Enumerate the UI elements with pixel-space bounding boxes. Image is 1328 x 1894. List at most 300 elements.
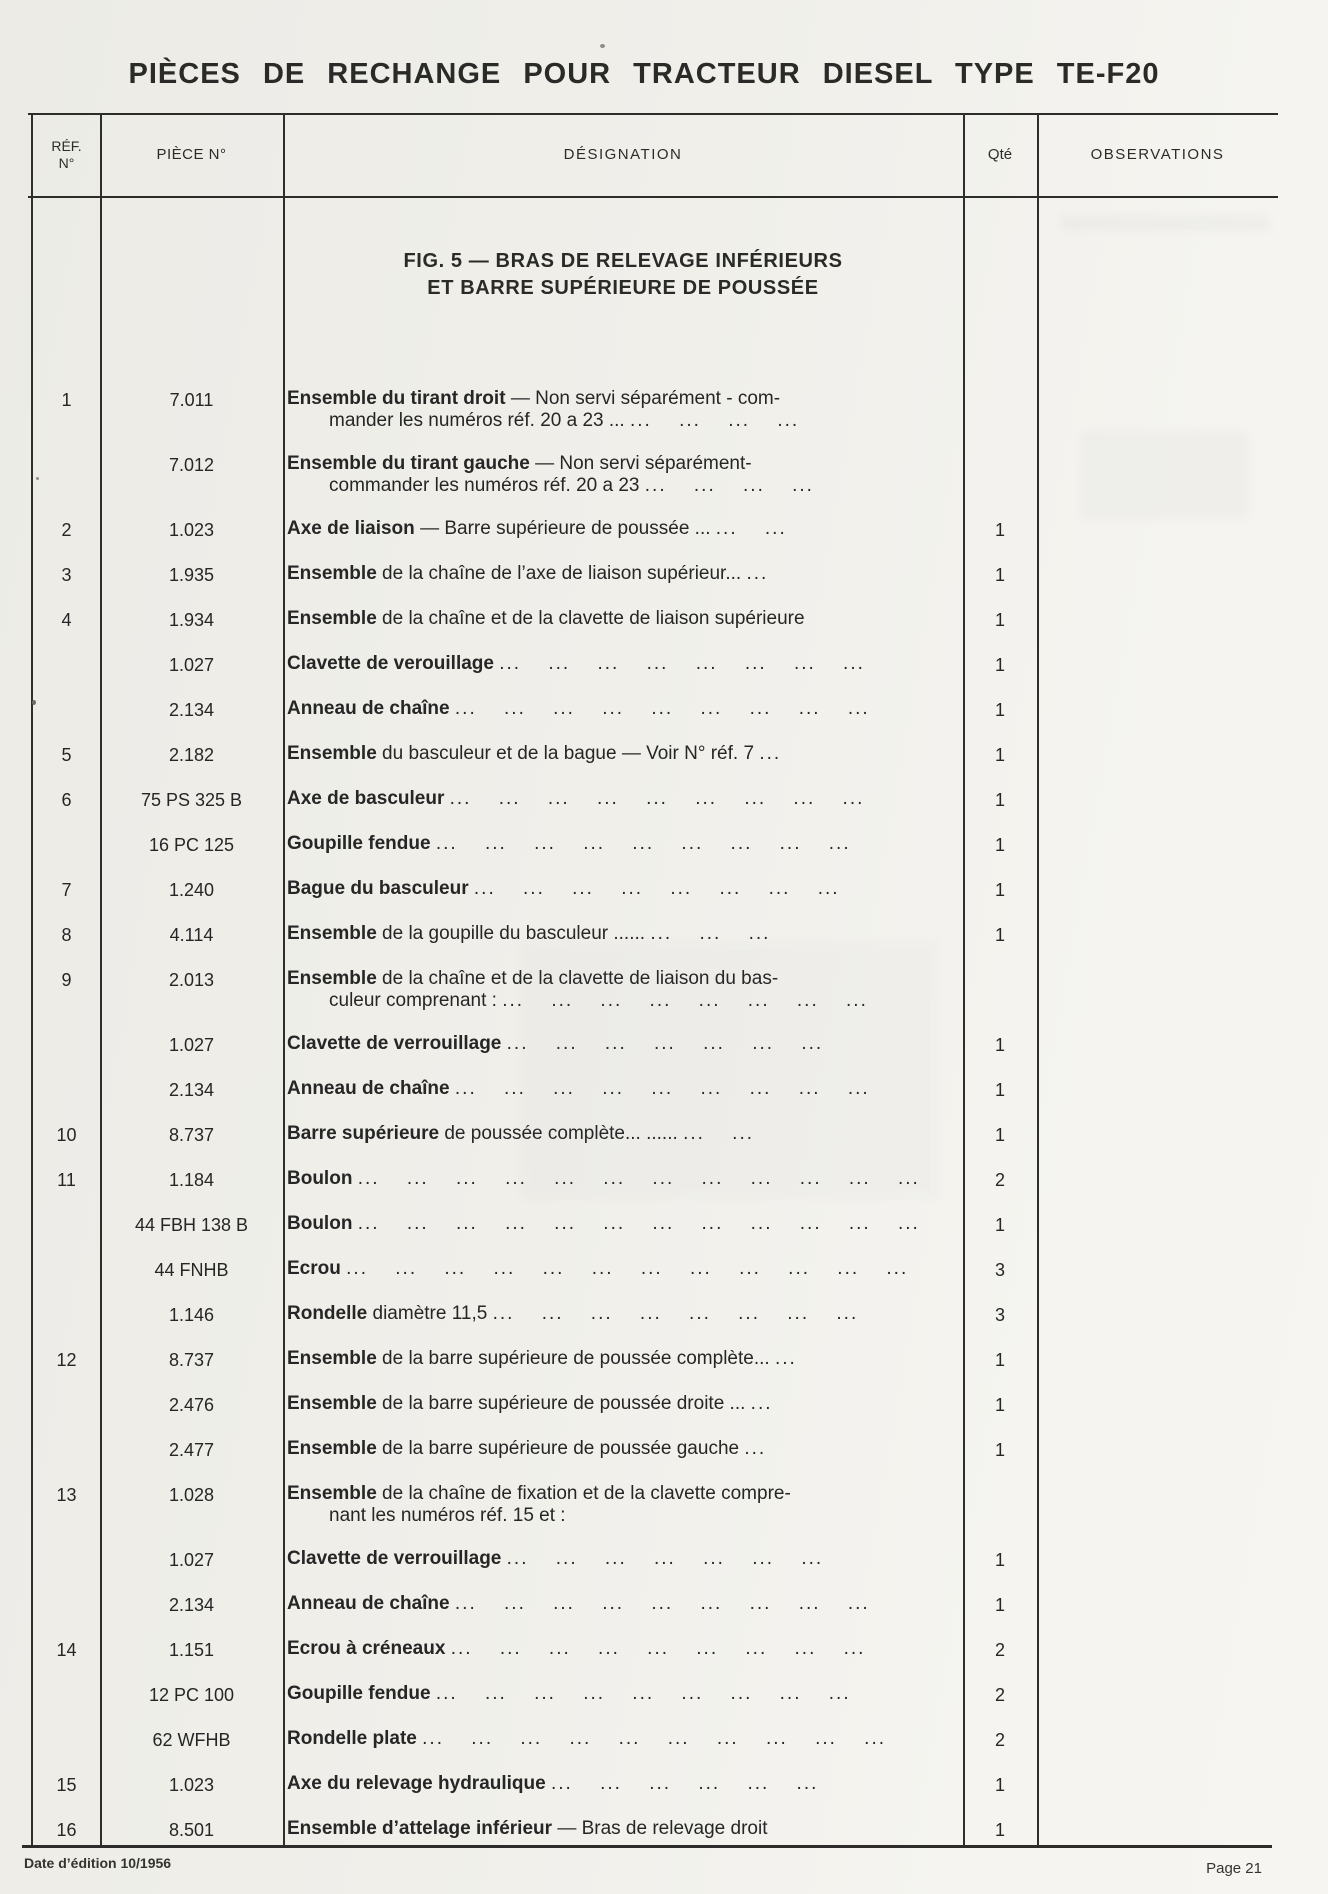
- designation-regular-text: — Bras de relevage droit: [557, 1818, 768, 1839]
- ref-cell: 3: [61, 565, 72, 585]
- leader-dots: ... ... ... ... ... ... ... ...: [473, 878, 840, 899]
- leader-dots: ... ... ... ... ... ... ... ... ...: [450, 1638, 866, 1659]
- designation-cell: [283, 1593, 963, 1616]
- ref-cell: 11: [57, 1170, 76, 1190]
- piece-number-cell: 44 FNHB: [154, 1260, 229, 1280]
- designation-line1: [287, 1213, 953, 1235]
- ref-cell: [33, 1033, 100, 1056]
- designation-regular-text: — Non servi séparément-: [535, 453, 752, 474]
- designation-bold-text: Ensemble: [287, 968, 377, 989]
- qty-cell: 1: [994, 610, 1005, 630]
- leader-dots: ... ... ... ... ... ... ... ... ...: [435, 833, 851, 854]
- designation-line1: [287, 1348, 953, 1370]
- observations-cell: [1037, 1213, 1278, 1236]
- observations-cell: [1037, 388, 1278, 432]
- qty-cell: 1: [994, 925, 1005, 945]
- designation-bold-text: Goupille fendue: [287, 1683, 431, 1704]
- ref-cell: 15: [56, 1775, 77, 1795]
- qty-cell: [963, 1483, 1037, 1527]
- observations-cell: [1037, 1483, 1278, 1527]
- leader-dots: ... ... ... ... ... ... ... ... ... ...: [422, 1728, 887, 1749]
- leader-dots: ... ... ... ... ... ... ... ... ... ... ... ...: [357, 1168, 920, 1189]
- qty-cell: [963, 453, 1037, 497]
- column-header-ref-line1: RÉF.: [51, 137, 82, 154]
- leader-dots: ... ... ... ... ... ... ...: [506, 1548, 824, 1569]
- designation-bold-text: Bague du basculeur: [287, 878, 469, 899]
- piece-number-cell: 1.146: [168, 1305, 215, 1325]
- leader-dots: ... ... ... ... ... ... ... ...: [502, 990, 868, 1011]
- designation-cell: [283, 1818, 963, 1841]
- designation-cell: [283, 1728, 963, 1751]
- leader-dots: ... ... ... ... ... ... ... ...: [499, 653, 865, 674]
- piece-number-cell: 2.134: [168, 700, 215, 720]
- observations-cell: [1037, 743, 1278, 766]
- designation-qty-divider: [963, 113, 965, 1845]
- observations-cell: [1037, 788, 1278, 811]
- piece-number-cell: 2.134: [168, 1595, 215, 1615]
- leader-dots: ... ... ...: [650, 923, 771, 944]
- table-row: [33, 1438, 1278, 1461]
- piece-number-cell: 44 FBH 138 B: [134, 1215, 249, 1235]
- piece-number-cell: 1.151: [168, 1640, 215, 1660]
- designation-line1: [287, 653, 953, 675]
- table-row: [33, 1303, 1278, 1326]
- designation-cell: [283, 1483, 963, 1527]
- designation-cell: [283, 698, 963, 721]
- observations-cell: [1037, 518, 1278, 541]
- leader-dots: ... ... ... ... ... ... ... ... ...: [449, 788, 865, 809]
- table-left-border: [31, 113, 33, 1845]
- designation-bold-text: Clavette de verrouillage: [287, 1548, 502, 1569]
- designation-cell: [283, 388, 963, 432]
- observations-cell: [1037, 1123, 1278, 1146]
- ref-cell: 9: [61, 970, 72, 990]
- piece-number-cell: 1.028: [168, 1485, 215, 1505]
- designation-bold-text: Axe de basculeur: [287, 788, 445, 809]
- piece-designation-divider: [283, 113, 285, 1845]
- scan-artifact: [600, 44, 605, 48]
- ref-cell: [33, 1548, 100, 1571]
- designation-bold-text: Clavette de verouillage: [287, 653, 494, 674]
- qty-cell: 2: [994, 1640, 1005, 1660]
- qty-cell: 1: [994, 790, 1005, 810]
- leader-dots: ... ... ... ... ... ... ... ... ...: [454, 1593, 870, 1614]
- designation-bold-text: Axe de liaison: [287, 518, 415, 539]
- ref-cell: 10: [56, 1125, 77, 1145]
- designation-line1: [287, 1638, 953, 1660]
- table-row: [33, 788, 1278, 811]
- designation-cell: [283, 653, 963, 676]
- designation-regular-text: de la chaîne de fixation et de la clavette compre-: [382, 1483, 791, 1504]
- observations-cell: [1037, 653, 1278, 676]
- piece-number-cell: 8.737: [168, 1125, 215, 1145]
- observations-cell: [1037, 1348, 1278, 1371]
- leader-dots: ...: [750, 1393, 773, 1414]
- designation-line1: [287, 608, 953, 630]
- leader-dots: ... ... ... ... ... ...: [550, 1773, 819, 1794]
- qty-cell: 1: [994, 1395, 1005, 1415]
- qty-cell: 1: [994, 1080, 1005, 1100]
- qty-cell: 1: [994, 880, 1005, 900]
- designation-regular-text: de la goupille du basculeur ......: [382, 923, 646, 944]
- qty-cell: 1: [994, 700, 1005, 720]
- ref-cell: [33, 1078, 100, 1101]
- designation-line1: [287, 1548, 953, 1570]
- qty-cell: 1: [994, 1820, 1005, 1840]
- ref-cell: 16: [56, 1820, 77, 1840]
- piece-number-cell: 1.240: [168, 880, 215, 900]
- table-row: [33, 1818, 1278, 1841]
- ref-cell: [33, 698, 100, 721]
- leader-dots: ... ... ... ... ... ... ...: [506, 1033, 824, 1054]
- designation-cell: [283, 1438, 963, 1461]
- table-row: [33, 518, 1278, 541]
- leader-dots: ... ... ... ... ... ... ... ...: [492, 1303, 859, 1324]
- qty-cell: 2: [994, 1170, 1005, 1190]
- qty-cell: 2: [994, 1730, 1005, 1750]
- designation-line1: [287, 1438, 953, 1460]
- leader-dots: ... ... ... ...: [630, 410, 800, 431]
- designation-bold-text: Ensemble d’attelage inférieur: [287, 1818, 553, 1839]
- designation-cell: [283, 1638, 963, 1661]
- table-row: [33, 1548, 1278, 1571]
- observations-cell: [1037, 1168, 1278, 1191]
- table-row: [33, 878, 1278, 901]
- designation-line1: [287, 1773, 953, 1795]
- designation-line1: [287, 1593, 953, 1615]
- designation-cell: [283, 833, 963, 856]
- leader-dots: ... ... ... ...: [644, 475, 814, 496]
- column-header-qty: Qté: [987, 146, 1013, 163]
- piece-number-cell: 1.934: [168, 610, 215, 630]
- leader-dots: ... ...: [715, 518, 787, 539]
- designation-line1: [287, 1728, 953, 1750]
- observations-cell: [1037, 1258, 1278, 1281]
- qty-cell: 1: [994, 1440, 1005, 1460]
- designation-cell: [283, 563, 963, 586]
- designation-bold-text: Ensemble: [287, 608, 377, 629]
- table-row: [33, 563, 1278, 586]
- designation-bold-text: Boulon: [287, 1213, 353, 1234]
- designation-line1: [287, 1393, 953, 1415]
- piece-number-cell: 4.114: [169, 925, 214, 945]
- piece-number-cell: 1.935: [168, 565, 215, 585]
- leader-dots: ...: [746, 563, 769, 584]
- designation-cell: [283, 1773, 963, 1796]
- designation-regular-text: de la barre supérieure de poussée gauche: [382, 1438, 740, 1459]
- ref-cell: [33, 1393, 100, 1416]
- designation-bold-text: Ensemble: [287, 1393, 377, 1414]
- leader-dots: ... ... ... ... ... ... ... ... ...: [435, 1683, 851, 1704]
- qty-cell: 1: [994, 1595, 1005, 1615]
- ref-cell: 13: [56, 1485, 77, 1505]
- designation-bold-text: Anneau de chaîne: [287, 1593, 450, 1614]
- designation-bold-text: Clavette de verrouillage: [287, 1033, 502, 1054]
- designation-line2: [287, 410, 953, 432]
- piece-number-cell: 1.027: [168, 1035, 215, 1055]
- table-row: [33, 1638, 1278, 1661]
- scan-artifact: [36, 477, 39, 480]
- figure-section-title-line2: ET BARRE SUPÉRIEURE DE POUSSÉE: [427, 277, 819, 299]
- qty-cell: 1: [994, 1350, 1005, 1370]
- designation-cell: [283, 788, 963, 811]
- designation-line2: [287, 1505, 953, 1527]
- designation-line1: [287, 453, 953, 475]
- ref-cell: 8: [61, 925, 72, 945]
- designation-line1: [287, 1483, 953, 1505]
- observations-cell: [1037, 1683, 1278, 1706]
- leader-dots: ...: [759, 743, 782, 764]
- table-row: [33, 1483, 1278, 1527]
- ref-cell: 5: [61, 745, 72, 765]
- observations-cell: [1037, 923, 1278, 946]
- designation-bold-text: Anneau de chaîne: [287, 698, 450, 719]
- piece-number-cell: 1.027: [168, 655, 215, 675]
- piece-number-cell: 8.737: [168, 1350, 215, 1370]
- ref-cell: 1: [61, 390, 72, 410]
- table-row: [33, 653, 1278, 676]
- designation-continuation-text: nant les numéros réf. 15 et :: [329, 1505, 566, 1526]
- designation-line1: [287, 1258, 953, 1280]
- piece-number-cell: 62 WFHB: [152, 1730, 231, 1750]
- designation-bold-text: Ecrou à créneaux: [287, 1638, 446, 1659]
- piece-number-cell: 2.013: [168, 970, 215, 990]
- designation-line1: [287, 833, 953, 855]
- designation-regular-text: — Non servi séparément - com-: [510, 388, 781, 409]
- designation-continuation-text: mander les numéros réf. 20 a 23 ...: [329, 410, 625, 431]
- designation-bold-text: Barre supérieure: [287, 1123, 440, 1144]
- observations-cell: [1037, 1438, 1278, 1461]
- observations-cell: [1037, 878, 1278, 901]
- table-row: [33, 1683, 1278, 1706]
- observations-cell: [1037, 608, 1278, 631]
- ref-cell: [33, 833, 100, 856]
- qty-cell: [963, 388, 1037, 432]
- designation-cell: [283, 1683, 963, 1706]
- observations-cell: [1037, 698, 1278, 721]
- designation-regular-text: du basculeur et de la bague — Voir N° réf. 7: [382, 743, 755, 764]
- observations-cell: [1037, 1033, 1278, 1056]
- designation-regular-text: — Barre supérieure de poussée ...: [420, 518, 711, 539]
- ref-cell: 4: [61, 610, 72, 630]
- figure-section-title: [283, 248, 963, 302]
- ref-cell: [33, 1683, 100, 1706]
- figure-section-title-line1: FIG. 5 — BRAS DE RELEVAGE INFÉRIEURS: [403, 250, 843, 272]
- ref-cell: [33, 1213, 100, 1236]
- piece-number-cell: 2.134: [168, 1080, 215, 1100]
- leader-dots: ... ... ... ... ... ... ... ... ... ... ... ...: [357, 1213, 920, 1234]
- designation-bold-text: Goupille fendue: [287, 833, 431, 854]
- observations-cell: [1037, 1728, 1278, 1751]
- qty-cell: [963, 968, 1037, 1012]
- qty-cell: 3: [994, 1305, 1005, 1325]
- observations-cell: [1037, 1548, 1278, 1571]
- ref-cell: [33, 1728, 100, 1751]
- designation-line1: [287, 388, 953, 410]
- piece-number-cell: 16 PC 125: [148, 835, 235, 855]
- observations-cell: [1037, 1638, 1278, 1661]
- designation-cell: [283, 1393, 963, 1416]
- designation-bold-text: Ensemble: [287, 923, 377, 944]
- qty-cell: 1: [994, 1035, 1005, 1055]
- table-row: [33, 1258, 1278, 1281]
- qty-observations-divider: [1037, 113, 1039, 1845]
- designation-line1: [287, 518, 953, 540]
- bleed-through-artifact: [1060, 215, 1270, 231]
- designation-bold-text: Axe du relevage hydraulique: [287, 1773, 546, 1794]
- designation-line2: [287, 475, 953, 497]
- designation-cell: [283, 518, 963, 541]
- piece-number-cell: 1.023: [168, 1775, 215, 1795]
- table-row: [33, 1213, 1278, 1236]
- designation-cell: [283, 878, 963, 901]
- ref-cell: 7: [61, 880, 72, 900]
- bleed-through-artifact: [520, 940, 940, 1200]
- ref-cell: 14: [56, 1640, 77, 1660]
- table-row: [33, 388, 1278, 432]
- designation-bold-text: Rondelle: [287, 1303, 368, 1324]
- column-header-ref: [33, 138, 100, 172]
- table-row: [33, 1348, 1278, 1371]
- designation-cell: [283, 743, 963, 766]
- qty-cell: 2: [994, 1685, 1005, 1705]
- piece-number-cell: 1.027: [168, 1550, 215, 1570]
- designation-line1: [287, 743, 953, 765]
- scan-artifact: [32, 700, 36, 705]
- observations-cell: [1037, 968, 1278, 1012]
- designation-bold-text: Ensemble du tirant droit: [287, 388, 506, 409]
- designation-bold-text: Ensemble: [287, 743, 377, 764]
- leader-dots: ... ... ... ... ... ... ... ... ...: [454, 698, 870, 719]
- ref-piece-divider: [100, 113, 102, 1845]
- qty-cell: 1: [994, 745, 1005, 765]
- bleed-through-artifact: [1080, 430, 1250, 520]
- piece-number-cell: 2.182: [168, 745, 215, 765]
- designation-line1: [287, 698, 953, 720]
- leader-dots: ... ... ... ... ... ... ... ... ... ... ... ...: [346, 1258, 909, 1279]
- ref-cell: [33, 1303, 100, 1326]
- designation-regular-text: de la chaîne de l’axe de liaison supérieur...: [382, 563, 742, 584]
- column-header-observations: OBSERVATIONS: [1090, 146, 1225, 163]
- edition-date: Date d’édition 10/1956: [24, 1855, 172, 1871]
- page-number: Page 21: [1206, 1860, 1262, 1877]
- designation-regular-text: de la barre supérieure de poussée complète...: [382, 1348, 770, 1369]
- qty-cell: 1: [994, 1775, 1005, 1795]
- piece-number-cell: 2.477: [168, 1440, 215, 1460]
- qty-cell: 1: [994, 520, 1005, 540]
- table-row: [33, 1773, 1278, 1796]
- designation-line1: [287, 788, 953, 810]
- table-row: [33, 833, 1278, 856]
- table-row: [33, 608, 1278, 631]
- designation-regular-text: diamètre 11,5: [372, 1303, 488, 1324]
- observations-cell: [1037, 1303, 1278, 1326]
- designation-bold-text: Ensemble: [287, 1438, 377, 1459]
- piece-number-cell: 7.012: [168, 455, 215, 475]
- designation-cell: [283, 1303, 963, 1326]
- designation-line1: [287, 1818, 953, 1840]
- designation-bold-text: Ensemble: [287, 563, 377, 584]
- page-title: PIÈCES DE RECHANGE POUR TRACTEUR DIESEL TYPE TE-F20: [128, 58, 1160, 90]
- designation-cell: [283, 608, 963, 631]
- ref-cell: [33, 453, 100, 497]
- designation-continuation-text: commander les numéros réf. 20 a 23: [329, 475, 640, 496]
- piece-number-cell: 1.023: [168, 520, 215, 540]
- ref-cell: [33, 653, 100, 676]
- designation-regular-text: de la chaîne et de la clavette de liaison du bas-: [382, 968, 779, 989]
- designation-bold-text: Rondelle plate: [287, 1728, 417, 1749]
- leader-dots: ...: [744, 1438, 767, 1459]
- table-header-row: [33, 113, 1278, 196]
- observations-cell: [1037, 1818, 1278, 1841]
- designation-line1: [287, 1303, 953, 1325]
- observations-cell: [1037, 1393, 1278, 1416]
- designation-cell: [283, 1213, 963, 1236]
- designation-bold-text: Anneau de chaîne: [287, 1078, 450, 1099]
- ref-cell: [33, 1593, 100, 1616]
- piece-number-cell: 2.476: [168, 1395, 215, 1415]
- designation-bold-text: Ecrou: [287, 1258, 341, 1279]
- designation-cell: [283, 1548, 963, 1571]
- qty-cell: 1: [994, 1125, 1005, 1145]
- designation-continuation-text: culeur comprenant :: [329, 990, 497, 1011]
- piece-number-cell: 1.184: [168, 1170, 215, 1190]
- table-bottom-rule: [22, 1845, 1272, 1848]
- leader-dots: ... ...: [683, 1123, 755, 1144]
- qty-cell: 1: [994, 1550, 1005, 1570]
- piece-number-cell: 7.011: [169, 390, 214, 410]
- designation-cell: [283, 1258, 963, 1281]
- designation-cell: [283, 1348, 963, 1371]
- ref-cell: 6: [61, 790, 72, 810]
- table-row: [33, 1593, 1278, 1616]
- qty-cell: 1: [994, 655, 1005, 675]
- designation-bold-text: Boulon: [287, 1168, 353, 1189]
- piece-number-cell: 8.501: [168, 1820, 215, 1840]
- ref-cell: 12: [56, 1350, 77, 1370]
- table-row: [33, 698, 1278, 721]
- observations-cell: [1037, 833, 1278, 856]
- piece-number-cell: 12 PC 100: [148, 1685, 235, 1705]
- ref-cell: 2: [61, 520, 72, 540]
- table-row: [33, 743, 1278, 766]
- column-header-designation: DÉSIGNATION: [563, 146, 683, 163]
- designation-bold-text: Ensemble: [287, 1483, 377, 1504]
- table-row: [33, 1393, 1278, 1416]
- qty-cell: 1: [994, 835, 1005, 855]
- leader-dots: ... ... ... ... ... ... ... ... ...: [454, 1078, 870, 1099]
- designation-line1: [287, 878, 953, 900]
- column-header-piece: PIÈCE N°: [156, 146, 227, 163]
- designation-bold-text: Ensemble: [287, 1348, 377, 1369]
- qty-cell: 3: [994, 1260, 1005, 1280]
- column-header-ref-line2: N°: [58, 154, 75, 171]
- observations-cell: [1037, 1773, 1278, 1796]
- observations-cell: [1037, 1593, 1278, 1616]
- qty-cell: 1: [994, 1215, 1005, 1235]
- designation-bold-text: Ensemble du tirant gauche: [287, 453, 530, 474]
- observations-cell: [1037, 563, 1278, 586]
- designation-regular-text: de la barre supérieure de poussée droite ...: [382, 1393, 746, 1414]
- piece-number-cell: 75 PS 325 B: [140, 790, 243, 810]
- observations-cell: [1037, 1078, 1278, 1101]
- leader-dots: ...: [774, 1348, 797, 1369]
- designation-regular-text: de la chaîne et de la clavette de liaison supérieure: [382, 608, 805, 629]
- ref-cell: [33, 1438, 100, 1461]
- qty-cell: 1: [994, 565, 1005, 585]
- designation-line1: [287, 1683, 953, 1705]
- table-row: [33, 1728, 1278, 1751]
